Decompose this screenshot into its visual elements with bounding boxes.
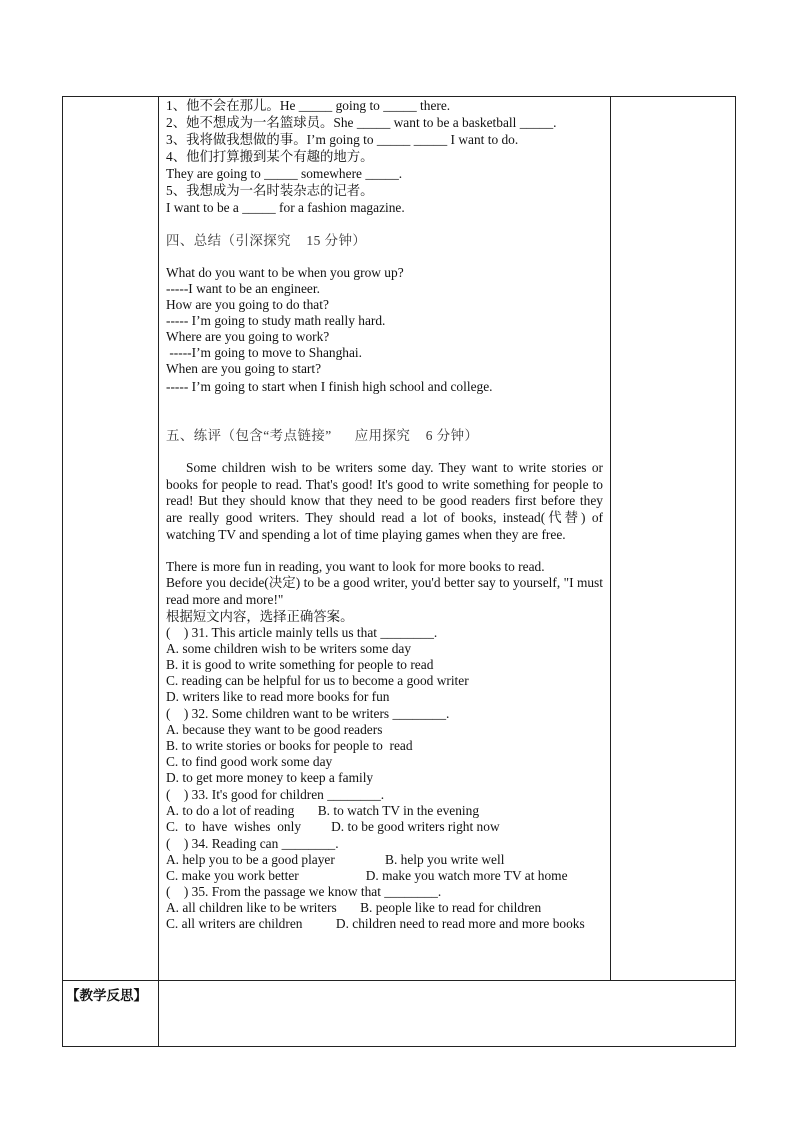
translate-q4-cn: 4、他们打算搬到某个有趣的地方。 [166,149,374,164]
table-border-col2 [610,96,611,981]
question-33: ( ) 33. It's good for children ________. [166,787,385,802]
summary-line: -----I want to be an engineer. [166,281,320,296]
option: D. writers like to read more books for fun [166,689,390,704]
practice-heading: 五、练评（包含“考点链接” 应用探究 6 分钟） [166,428,479,443]
option: D. to get more money to keep a family [166,770,374,785]
option: B. to write stories or books for people to read [166,738,413,753]
passage-paragraph-1: Some children wish to be writers some day. They want to write stories or books for people to read. That's good! It's good to write something for people to read! But they should know that they need to be good readers first before they are really good writers. They should read a lot of books, instead(代替) of watching TV and spending a lot of time playing games when they are free. [166,460,603,542]
question-34: ( ) 34. Reading can ________. [166,836,339,851]
translate-q2: 2、她不想成为一名篮球员。She _____ want to be a basketball _____. [166,115,557,130]
reflection-label: 【教学反思】 [66,988,147,1003]
translate-q5-en: I want to be a _____ for a fashion magazine. [166,200,405,215]
table-border-left [62,96,63,1046]
option: A. all children like to be writers B. people like to read for children [166,900,542,915]
question-32: ( ) 32. Some children want to be writers ________. [166,706,450,721]
option: C. reading can be helpful for us to become a good writer [166,673,469,688]
option: B. it is good to write something for people to read [166,657,434,672]
question-31: ( ) 31. This article mainly tells us that ________. [166,625,438,640]
summary-line: Where are you going to work? [166,329,330,344]
summary-line: ----- I’m going to study math really hard. [166,313,386,328]
translate-q3: 3、我将做我想做的事。I’m going to _____ _____ I want to do. [166,132,519,147]
table-border-right [735,96,736,1046]
option: A. because they want to be good readers [166,722,383,737]
translate-q5-cn: 5、我想成为一名时装杂志的记者。 [166,183,374,198]
option: A. help you to be a good player B. help you write well [166,852,505,867]
option: C. to have wishes only D. to be good writers right now [166,819,500,834]
passage-paragraph-2: There is more fun in reading, you want to look for more books to read. [166,559,545,574]
table-border-top [62,96,736,97]
summary-heading: 四、总结（引深探究 15 分钟） [166,233,367,248]
option: A. some children wish to be writers some day [166,641,412,656]
passage-paragraph-3: Before you decide(决定) to be a good writer, you'd better say to yourself, "I must read more and more!" [166,575,603,607]
question-35: ( ) 35. From the passage we know that ________. [166,884,442,899]
option: A. to do a lot of reading B. to watch TV in the evening [166,803,480,818]
table-border-bottom [62,1046,736,1047]
instruction: 根据短文内容，选择正确答案。 [166,609,354,624]
summary-line: -----I’m going to move to Shanghai. [166,345,362,360]
translate-q1: 1、他不会在那儿。He _____ going to _____ there. [166,98,451,113]
table-border-col1 [158,96,159,1046]
table-row-divider [62,980,736,981]
summary-line: When are you going to start? [166,361,322,376]
summary-line: How are you going to do that? [166,297,329,312]
option: C. to find good work some day [166,754,333,769]
option: C. make you work better D. make you watch more TV at home [166,868,568,883]
translate-q4-en: They are going to _____ somewhere _____. [166,166,403,181]
option: C. all writers are children D. children need to read more and more books [166,916,585,931]
summary-line: ----- I’m going to start when I finish high school and college. [166,379,493,394]
summary-line: What do you want to be when you grow up? [166,265,404,280]
